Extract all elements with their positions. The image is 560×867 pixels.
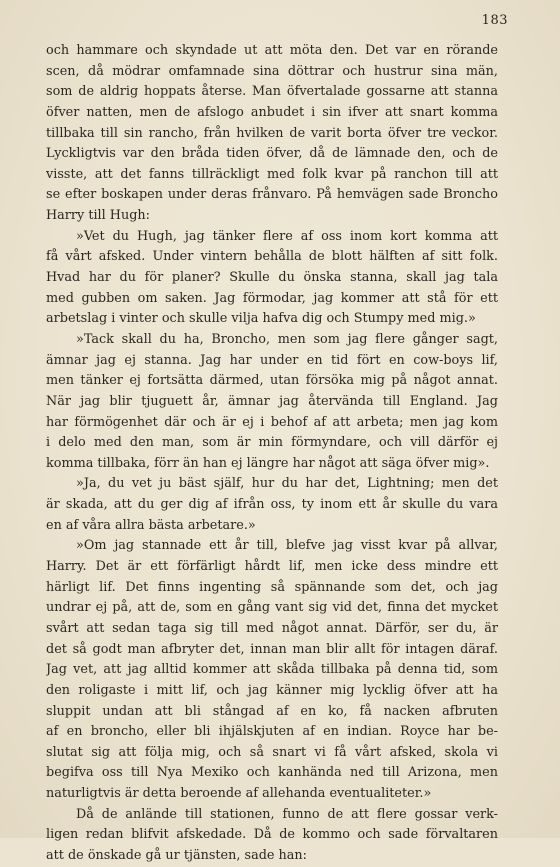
text-line: »Ja, du vet ju bäst själf, hur du har det, Lightning; men det [76,476,498,492]
text-line: arbetslag i vinter och skulle vilja hafva dig och Stumpy med mig.» [46,311,476,327]
text-line: naturligtvis är detta beroende af allehanda eventualiteter.» [46,786,432,802]
text-line: »Om jag stannade ett år till, blefve jag visst kvar på allvar, [76,538,498,554]
body-text [46,41,498,867]
text-line: komma tillbaka, förr än han ej längre har något att säga öfver mig». [46,455,490,471]
text-line: har förmögenhet där och är ej i behof af att arbeta; men jag kom [46,414,498,430]
text-line: är skada, att du ger dig af ifrån oss, ty inom ett år skulle du vara [46,497,498,513]
page-number: 183 [481,13,508,28]
text-line: i delo med den man, som är min förmyndare, och vill därför ej [46,435,498,451]
text-line: det så godt man afbryter det, innan man blir allt för intagen däraf. [46,641,498,657]
text-line: undrar ej på, att de, som en gång vant sig vid det, finna det mycket [46,600,498,616]
text-line: »Vet du Hugh, jag tänker flere af oss inom kort komma att [76,228,498,244]
text-line: visste, att det fanns tillräckligt med folk kvar på ranchon till att [46,166,498,182]
text-line: få vårt afsked. Under vintern behålla de blott hälften af sitt folk. [46,249,498,265]
text-line: svårt att sedan taga sig till med något annat. Därför, ser du, är [46,620,498,636]
text-line: af en broncho, eller bli ihjälskjuten af en indian. Royce har be- [46,724,498,740]
text-line: sluppit undan att bli stångad af en ko, få nacken afbruten [46,703,498,719]
text-line: ämnar jag ej stanna. Jag har under en tid fört en cow-boys lif, [46,352,498,368]
text-line: att de önskade gå ur tjänsten, sade han: [46,847,307,863]
text-line: Jag vet, att jag alltid kommer att skåda tillbaka på denna tid, som [46,662,498,678]
text-line: Hvad har du för planer? Skulle du önska stanna, skall jag tala [46,270,498,286]
text-line: tillbaka till sin rancho, från hvilken de varit borta öfver tre veckor. [46,125,498,141]
text-line: men tänker ej fortsätta därmed, utan försöka mig på något annat. [46,373,498,389]
text-line: scen, då mödrar omfamnade sina döttrar och hustrur sina män, [46,63,498,79]
text-line: begifva oss till Nya Mexiko och kanhända ned till Arizona, men [46,765,498,781]
text-line: Harry till Hugh: [46,208,150,224]
text-line: och hammare och skyndade ut att möta den. Det var en rörande [46,43,498,58]
text-line: »Tack skall du ha, Broncho, men som jag flere gånger sagt, [76,331,498,347]
text-line: slutat sig att följa mig, och så snart vi få vårt afsked, skola vi [46,744,498,760]
text-line: med gubben om saken. Jag förmodar, jag kommer att stå för ett [46,290,498,306]
text-line: den roligaste i mitt lif, och jag känner mig lycklig öfver att ha [46,682,498,698]
text-line: som de aldrig hoppats återse. Man öfvertalade gossarne att stanna [46,84,498,100]
text-line: Lyckligtvis var den bråda tiden öfver, då de lämnade den, och de [46,146,498,162]
text-line: en af våra allra bästa arbetare.» [46,517,256,533]
text-line: öfver natten, men de afslogo anbudet i sin ifver att snart komma [46,104,498,120]
text-line: ligen redan blifvit afskedade. Då de kommo och sade förvaltaren [46,827,498,843]
text-line: Då de anlände till stationen, funno de att flere gossar verk- [76,806,498,822]
text-line: se efter boskapen under deras frånvaro. På hemvägen sade Broncho [46,187,498,203]
text-line: härligt lif. Det finns ingenting så spännande som det, och jag [46,579,498,595]
text-line: När jag blir tjuguett år, ämnar jag återvända till England. Jag [46,393,498,409]
text-line: Harry. Det är ett förfärligt hårdt lif, men icke dess mindre ett [46,559,498,575]
